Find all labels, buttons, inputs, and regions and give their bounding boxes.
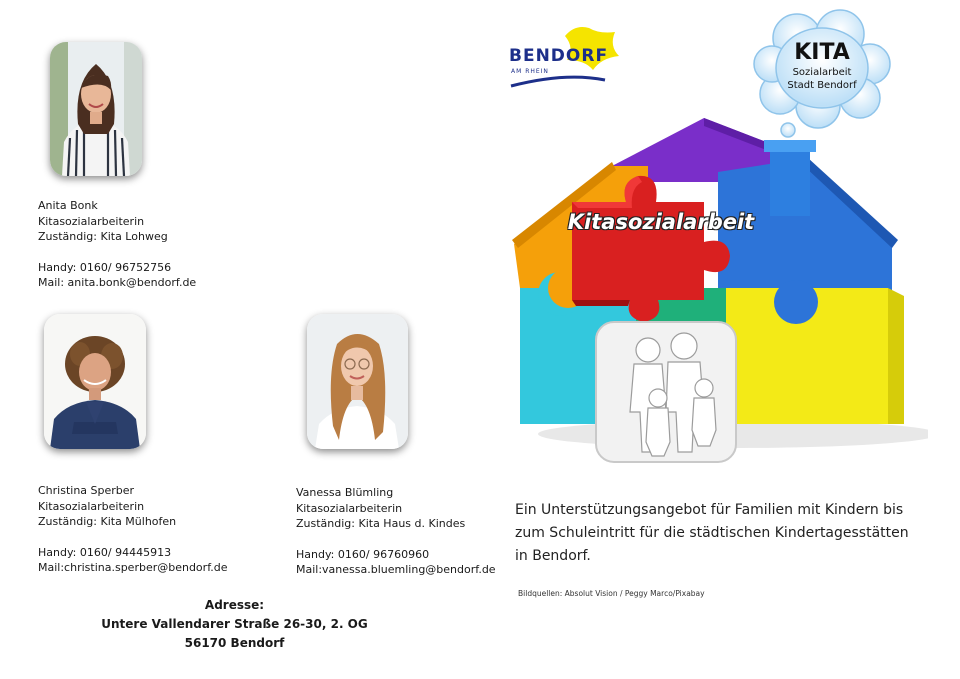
cloud-line2: Stadt Bendorf	[787, 80, 857, 91]
staff-assignment: Zuständig: Kita Mülhofen	[38, 515, 177, 528]
address-street: Untere Vallendarer Straße 26-30, 2. OG	[101, 617, 368, 631]
contact-card-vanessa	[296, 485, 496, 578]
anita-bonk-photo	[50, 42, 142, 176]
staff-role: Kitasozialarbeiterin	[38, 214, 145, 228]
vanessa-bluemling-photo	[307, 314, 408, 449]
staff-name: Anita Bonk	[38, 199, 98, 212]
staff-role: Kitasozialarbeiterin	[296, 501, 403, 515]
contact-card-anita	[38, 198, 196, 291]
cloud-line1: Sozialarbeit	[792, 67, 852, 78]
cloud-title: KITA	[794, 40, 850, 65]
staff-mail[interactable]: Mail:vanessa.bluemling@bendorf.de	[296, 563, 496, 576]
staff-phone: Handy: 0160/ 96760960	[296, 547, 430, 561]
intro-text: Ein Unterstützungsangebot für Familien mit Kindern bis zum Schuleintritt für die städtischen Kindertagesstätten in Bendorf.	[515, 502, 909, 564]
puzzle-house-illustration	[508, 112, 928, 492]
staff-name: Vanessa Blümling	[296, 486, 394, 499]
contact-card-christina	[38, 483, 228, 576]
address-city: 56170 Bendorf	[184, 636, 285, 650]
staff-name: Christina Sperber	[38, 484, 135, 497]
staff-mail[interactable]: Mail:christina.sperber@bendorf.de	[38, 561, 228, 574]
address-block	[92, 596, 377, 653]
christina-sperber-photo	[44, 314, 146, 449]
staff-phone: Handy: 0160/ 96752756	[38, 260, 172, 274]
house-icon	[508, 112, 928, 492]
staff-phone: Handy: 0160/ 94445913	[38, 545, 172, 559]
staff-assignment: Zuständig: Kita Haus d. Kindes	[296, 517, 466, 530]
bendorf-logo	[505, 22, 640, 92]
staff-role: Kitasozialarbeiterin	[38, 499, 145, 513]
staff-mail[interactable]: Mail: anita.bonk@bendorf.de	[38, 276, 197, 289]
staff-assignment: Zuständig: Kita Lohweg	[38, 230, 168, 243]
logo-name: BENDORF	[509, 46, 609, 66]
logo-tagline: AM RHEIN	[511, 68, 549, 75]
image-credit: Bildquellen: Absolut Vision / Peggy Marco/Pixabay	[518, 589, 705, 598]
puzzle-label: Kitasozialarbeit	[567, 210, 755, 234]
address-heading: Adresse:	[204, 598, 265, 612]
